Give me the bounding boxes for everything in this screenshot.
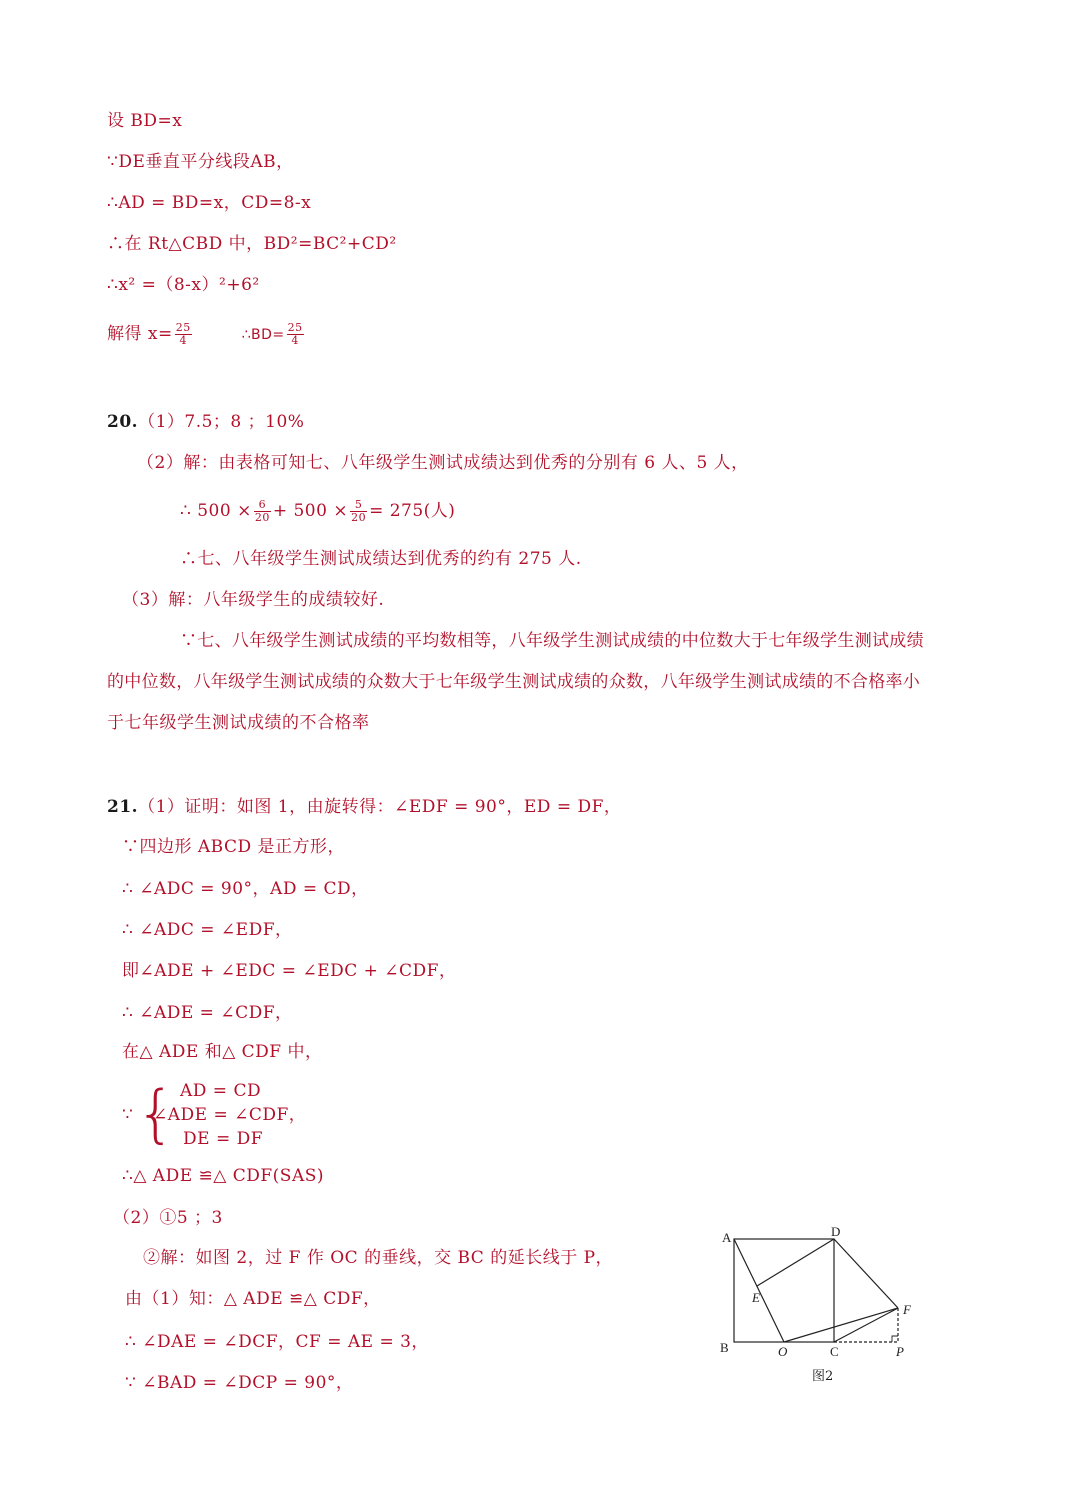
q19-line-4: ∴在 Rt△CBD 中，BD²=BC²+CD² [107, 234, 397, 254]
figure-caption: 图2 [812, 1369, 834, 1384]
label-e: E [752, 1290, 760, 1305]
q20-number: 20. [107, 412, 139, 432]
q20-calc-result: = 275(人) [369, 501, 456, 521]
segment-ed [757, 1239, 834, 1286]
q19-line-5: ∴x² =（8-x）²+6² [107, 275, 260, 295]
segment-of [784, 1308, 898, 1342]
q21-line-8: ∴△ ADE ≌△ CDF(SAS) [122, 1166, 325, 1186]
q21-line-7: 在△ ADE 和△ CDF 中， [122, 1042, 323, 1062]
q21-line-2: ∵四边形 ABCD 是正方形， [122, 837, 346, 857]
q20-fraction-2: $\frac{5}{20}$ [351, 498, 367, 524]
system-eq-1: AD = CD [180, 1081, 262, 1101]
square-abcd [734, 1239, 834, 1342]
q20-conclusion: ∴七、八年级学生测试成绩达到优秀的约有 275 人. [180, 549, 582, 569]
label-b: B [720, 1340, 729, 1355]
q21-line-13: ∵ ∠BAD = ∠DCP = 90°， [125, 1373, 354, 1393]
q21-line-5: 即∠ADE + ∠EDC = ∠EDC + ∠CDF， [122, 961, 457, 981]
q20-part-2: （2）解：由表格可知七、八年级学生测试成绩达到优秀的分别有 6 人、5 人， [137, 453, 749, 473]
q21-line-10: ②解：如图 2，过 F 作 OC 的垂线，交 BC 的延长线于 P， [143, 1248, 614, 1268]
q19-solve-text: 解得 x= [107, 324, 173, 344]
q21-line-9: （2）①5 ；3 [113, 1208, 223, 1228]
q21-line-4: ∴ ∠ADC = ∠EDF， [122, 920, 293, 940]
q21-line-11: 由（1）知：△ ADE ≌△ CDF， [125, 1289, 381, 1309]
system-brace: { [136, 1077, 176, 1150]
figure-diagram [712, 1222, 922, 1387]
q21-line-1 [107, 797, 621, 817]
q19-line-2: ∵DE垂直平分线段AB， [107, 152, 294, 172]
q20-calculation [180, 496, 455, 526]
label-f: F [903, 1302, 911, 1317]
right-angle-mark [892, 1336, 898, 1342]
segment-cf [834, 1308, 898, 1342]
system-because: ∵ [122, 1105, 134, 1125]
label-p: P [896, 1344, 904, 1359]
q20-calc-term-1: ∴ 500 × [180, 501, 252, 521]
q20-part-1 [107, 412, 304, 432]
geometry-figure [712, 1222, 922, 1387]
label-c: C [830, 1344, 839, 1359]
q19-fraction-bd: $\frac{25}{4}$ [287, 321, 303, 347]
q19-line-1: 设 BD=x [107, 111, 183, 131]
q20-part-3: （3）解：八年级学生的成绩较好. [122, 590, 385, 610]
q21-number: 21. [107, 797, 139, 817]
q21-line-3: ∴ ∠ADC = 90°，AD = CD， [122, 879, 369, 899]
q21-line-12: ∴ ∠DAE = ∠DCF，CF = AE = 3， [125, 1332, 429, 1352]
q19-bd-text: ∴BD= [241, 327, 285, 343]
q19-line-6 [107, 320, 306, 349]
system-eq-2: ∠ADE = ∠CDF， [153, 1105, 307, 1125]
label-o: O [778, 1344, 788, 1359]
q21-line-6: ∴ ∠ADE = ∠CDF， [122, 1003, 293, 1023]
q20-reason-line-2: 的中位数，八年级学生测试成绩的众数大于七年级学生测试成绩的众数，八年级学生测试成绩的不合格率小 [107, 672, 921, 692]
q20-calc-term-2: + 500 × [272, 501, 349, 521]
q19-fraction-x: $\frac{25}{4}$ [175, 321, 191, 347]
q20-part-1-text: （1）7.5；8 ；10% [138, 412, 305, 432]
label-a: A [722, 1230, 732, 1245]
label-d: D [831, 1224, 841, 1239]
q20-reason-line-1: ∵七、八年级学生测试成绩的平均数相等，八年级学生测试成绩的中位数大于七年级学生测试成绩 [180, 631, 924, 651]
segment-df [834, 1239, 898, 1308]
system-eq-3: DE = DF [183, 1129, 264, 1149]
q20-fraction-1: $\frac{6}{20}$ [254, 498, 270, 524]
q21-line-1-text: （1）证明：如图 1，由旋转得：∠EDF = 90°，ED = DF， [138, 797, 622, 817]
q20-reason-line-3: 于七年级学生测试成绩的不合格率 [107, 713, 370, 733]
q19-line-3: ∴AD = BD=x，CD=8-x [107, 193, 312, 213]
